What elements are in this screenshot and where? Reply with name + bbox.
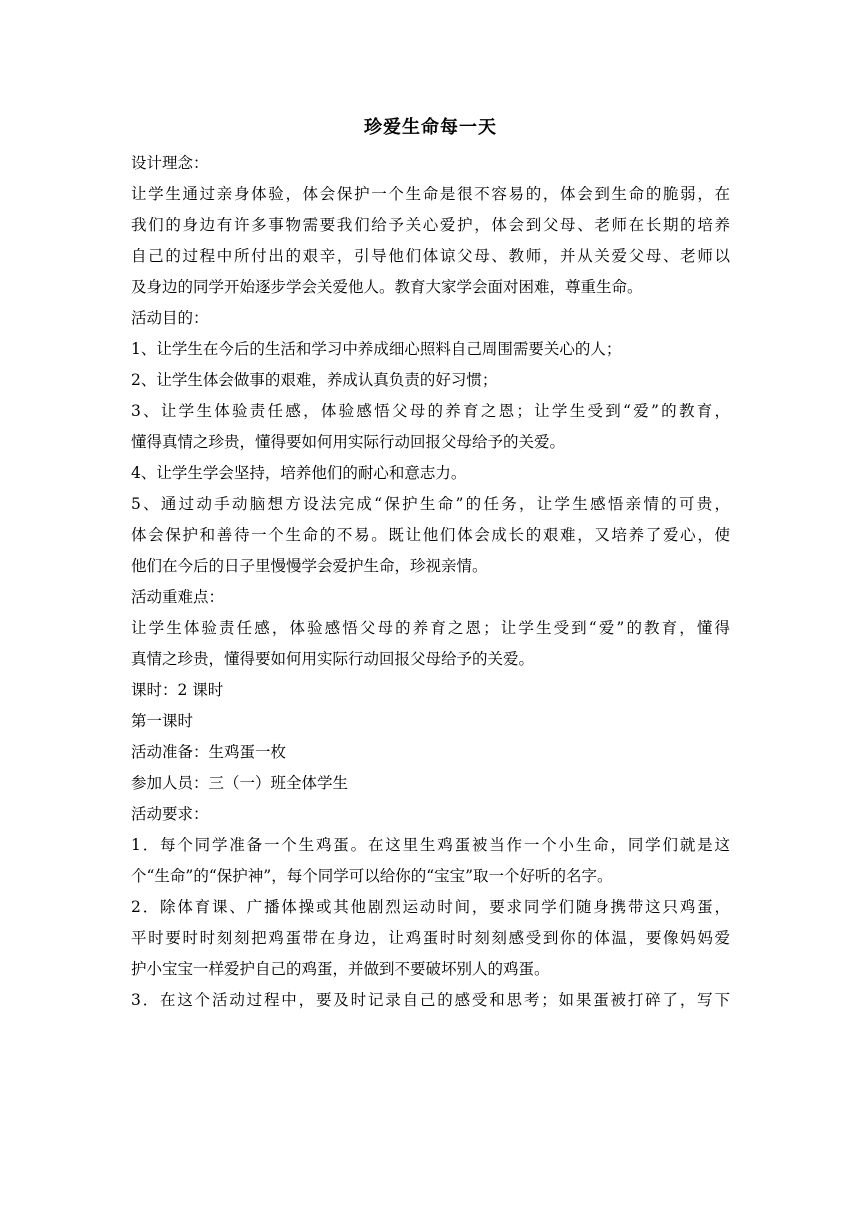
text-line: 5、通过动手动脑想方设法完成“保护生命”的任务，让学生感悟亲情的可贵， (131, 495, 730, 513)
text-line: 平时要时时刻刻把鸡蛋带在身边，让鸡蛋时时刻刻感受到你的体温，要像妈妈爱 (131, 929, 730, 947)
text-line: 及身边的同学开始逐步学会关爱他人。教育大家学会面对困难，尊重生命。 (131, 278, 643, 296)
text-line: 懂得真情之珍贵，懂得要如何用实际行动回报父母给予的关爱。 (131, 433, 566, 451)
text-line: 真情之珍贵，懂得要如何用实际行动回报父母给予的关爱。 (131, 650, 535, 668)
text-line: 个“生命”的“保护神”，每个同学可以给你的“宝宝”取一个好听的名字。 (131, 867, 613, 885)
text-line: 3．在这个活动过程中，要及时记录自己的感受和思考；如果蛋被打碎了，写下 (131, 991, 730, 1009)
text-line: 4、让学生学会坚持，培养他们的耐心和意志力。 (131, 464, 467, 482)
text-line: 我们的身边有许多事物需要我们给予关心爱护，体会到父母、老师在长期的培养 (131, 216, 730, 234)
text-line: 护小宝宝一样爱护自己的鸡蛋，并做到不要破坏别人的鸡蛋。 (131, 960, 550, 978)
text-line: 第一课时 (131, 712, 194, 730)
text-line: 他们在今后的日子里慢慢学会爱护生命，珍视亲情。 (131, 557, 488, 575)
text-line: 1．每个同学准备一个生鸡蛋。在这里生鸡蛋被当作一个小生命，同学们就是这 (131, 836, 730, 854)
text-line: 让学生体验责任感，体验感悟父母的养育之恩；让学生受到“爱”的教育，懂得 (131, 619, 730, 637)
document-title: 珍爱生命每一天 (364, 117, 497, 138)
document-page (131, 112, 730, 1016)
text-line: 2．除体育课、广播体操或其他剧烈运动时间，要求同学们随身携带这只鸡蛋， (131, 898, 730, 916)
text-line: 设计理念： (131, 154, 209, 172)
text-line: 课时：2 课时 (131, 681, 224, 699)
document-body (131, 148, 730, 1016)
text-line: 活动重难点： (131, 588, 225, 606)
text-line: 1、让学生在今后的生活和学习中养成细心照料自己周围需要关心的人； (131, 340, 622, 358)
text-line: 活动要求： (131, 805, 209, 823)
text-line: 活动目的： (131, 309, 209, 327)
text-line: 自己的过程中所付出的艰辛，引导他们体谅父母、教师，并从关爱父母、老师以 (131, 247, 730, 265)
text-line: 参加人员：三（一）班全体学生 (131, 774, 349, 792)
text-line: 活动准备：生鸡蛋一枚 (131, 743, 287, 761)
text-line: 让学生通过亲身体验，体会保护一个生命是很不容易的，体会到生命的脆弱，在 (131, 185, 730, 203)
text-line: 体会保护和善待一个生命的不易。既让他们体会成长的艰难，又培养了爱心，使 (131, 526, 730, 544)
text-line: 3、让学生体验责任感，体验感悟父母的养育之恩；让学生受到“爱”的教育， (131, 402, 730, 420)
text-line: 2、让学生体会做事的艰难，养成认真负责的好习惯； (131, 371, 498, 389)
